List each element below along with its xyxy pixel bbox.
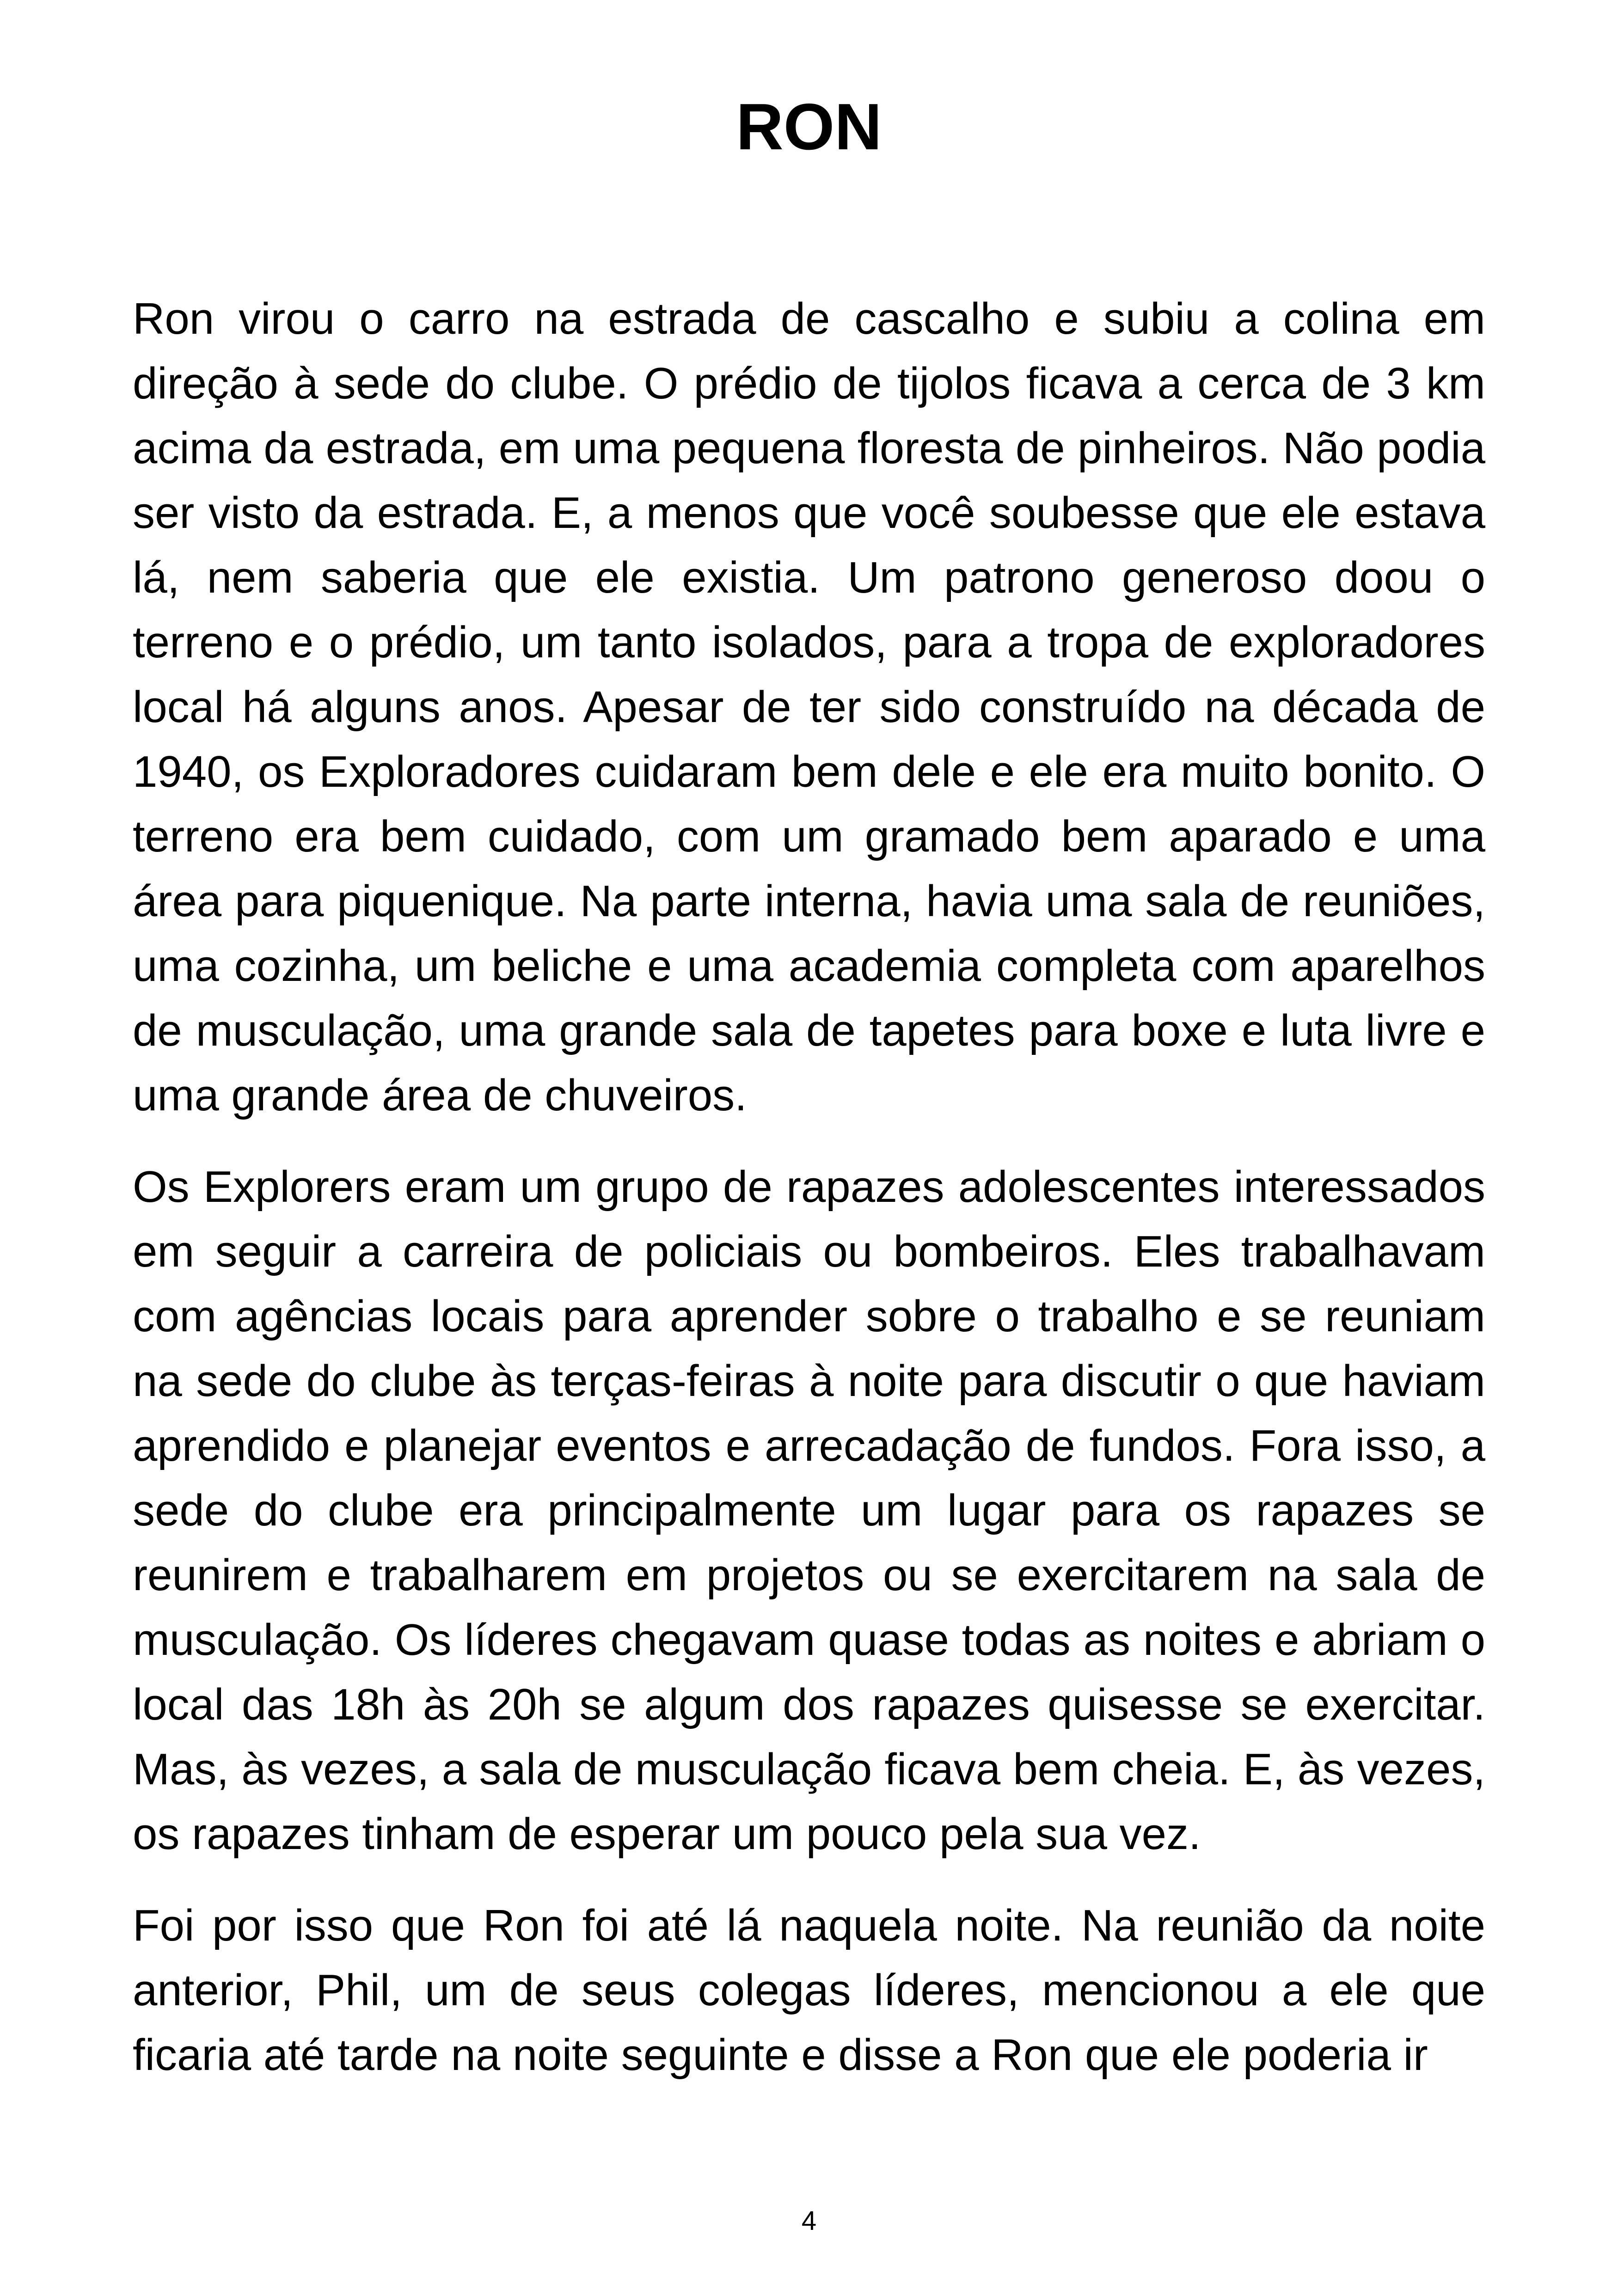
paragraph-1: Ron virou o carro na estrada de cascalho e subiu a colina em direção à sede do clube. O prédio de tijolos ficava a cerca de 3 km acima da estrada, em uma pequena floresta de pinheiros. Não podia ser visto da estrada. E, a menos que você soubesse que ele estava lá, nem saberia que ele existia. Um patrono generoso doou o terreno e o prédio, um tanto isolados, para a tropa de exploradores local há alguns anos. Apesar de ter sido construído na década de 1940, os Exploradores cuidaram bem dele e ele era muito bonito. O terreno era bem cuidado, com um gramado bem aparado e uma área para piquenique. Na parte interna, havia uma sala de reuniões, uma cozinha, um beliche e uma academia completa com aparelhos de musculação, uma grande sala de tapetes para boxe e luta livre e uma grande área de chuveiros.	[133, 294, 1485, 1120]
page-number: 4	[801, 2206, 817, 2236]
paragraph-2: Os Explorers eram um grupo de rapazes adolescentes interessados em seguir a carreira de policiais ou bombeiros. Eles trabalhavam com agências locais para aprender sobre o trabalho e se reuniam na sede do clube às terças-feiras à noite para discutir o que haviam aprendido e planejar eventos e arrecadação de fundos. Fora isso, a sede do clube era principalmente um lugar para os rapazes se reunirem e trabalharem em projetos ou se exercitarem na sala de musculação. Os líderes chegavam quase todas as noites e abriam o local das 18h às 20h se algum dos rapazes quisesse se exercitar. Mas, às vezes, a sala de musculação ficava bem cheia. E, às vezes, os rapazes tinham de esperar um pouco pela sua vez.	[133, 1162, 1485, 1859]
chapter-title: RON	[736, 90, 882, 164]
body-text	[133, 287, 1485, 2114]
paragraph-3: Foi por isso que Ron foi até lá naquela noite. Na reunião da noite anterior, Phil, um de seus colegas líderes, mencionou a ele que ficaria até tarde na noite seguinte e disse a Ron que ele poderia ir	[133, 1901, 1485, 2080]
